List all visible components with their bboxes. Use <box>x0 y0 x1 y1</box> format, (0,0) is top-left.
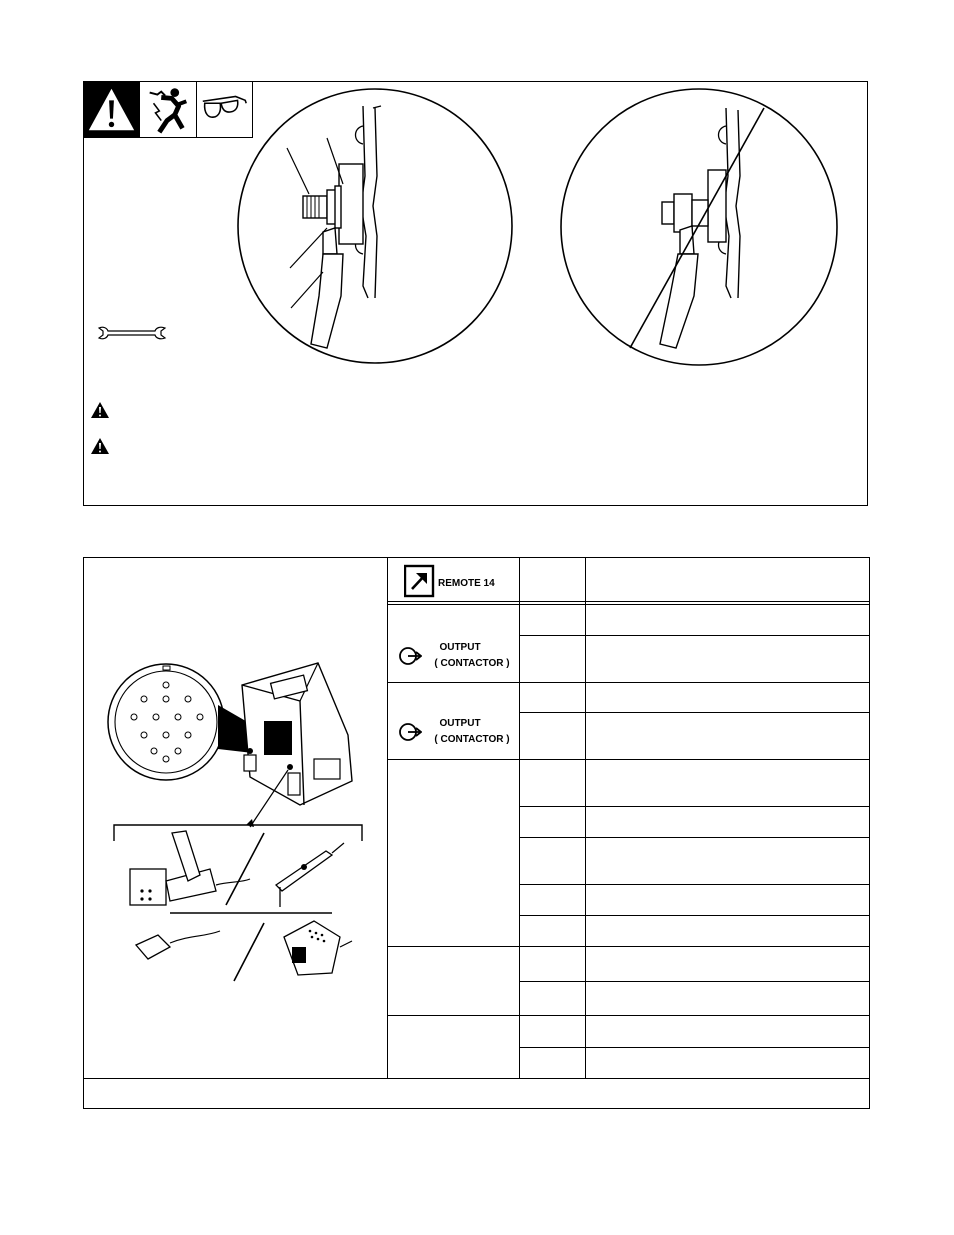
wrench-icon <box>97 325 167 341</box>
output-text: OUTPUT <box>439 718 481 729</box>
table-divider <box>387 601 870 602</box>
remote-14-text: REMOTE 14 <box>438 578 495 589</box>
correct-connection-illustration <box>235 86 515 366</box>
output-contactor-label <box>390 636 518 680</box>
output-contactor-label <box>390 712 518 756</box>
output-arrow-icon <box>398 645 422 667</box>
table-divider <box>83 1078 870 1079</box>
table-divider <box>519 806 870 807</box>
table-divider <box>387 682 870 683</box>
table-divider <box>519 981 870 982</box>
table-divider <box>519 712 870 713</box>
warning-triangle-icon <box>90 437 110 455</box>
table-divider <box>387 1015 870 1016</box>
warning-triangle-icon <box>90 401 110 419</box>
table-divider <box>519 915 870 916</box>
contactor-text: ( CONTACTOR ) <box>434 658 510 669</box>
warning-triangle-icon <box>83 81 140 138</box>
remote-14-label <box>404 564 516 598</box>
table-divider <box>519 837 870 838</box>
table-divider <box>387 604 870 605</box>
table-divider <box>387 759 870 760</box>
output-arrow-icon <box>398 721 422 743</box>
table-divider <box>387 946 870 947</box>
remote-devices-illustration <box>100 655 370 985</box>
output-text: OUTPUT <box>439 642 481 653</box>
hazard-symbol-strip <box>83 81 253 138</box>
table-divider <box>519 1047 870 1048</box>
electric-shock-icon <box>139 81 197 138</box>
table-divider <box>519 884 870 885</box>
table-divider <box>387 557 388 1078</box>
contactor-text: ( CONTACTOR ) <box>434 734 510 745</box>
incorrect-connection-illustration <box>558 86 840 368</box>
table-divider <box>519 635 870 636</box>
